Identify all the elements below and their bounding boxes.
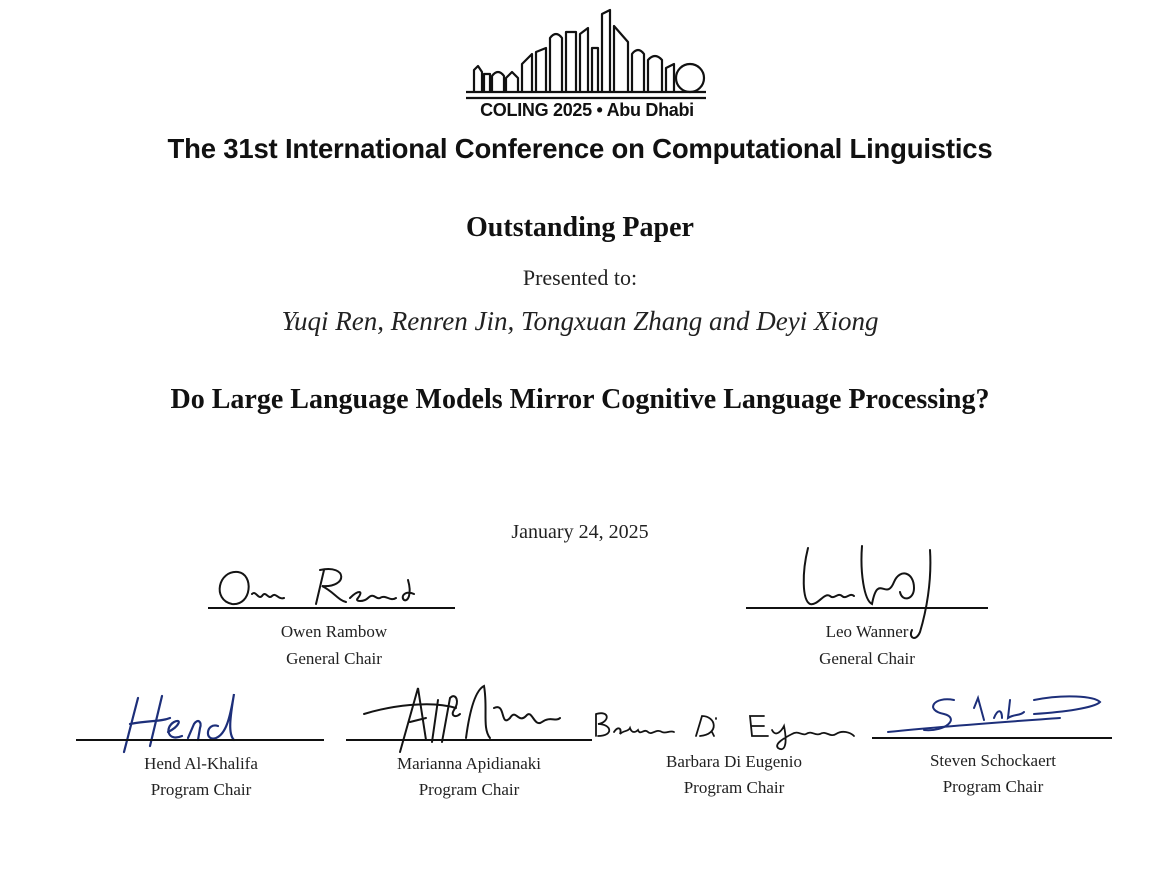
signature-line-marianna-apidianaki — [346, 739, 592, 741]
signatory-role: General Chair — [286, 649, 382, 668]
signatory-name: Barbara Di Eugenio — [666, 752, 802, 771]
award-title: Outstanding Paper — [466, 212, 694, 243]
signatory-role: Program Chair — [150, 780, 252, 799]
signatory-name: Marianna Apidianaki — [397, 754, 541, 773]
signatory-role: Program Chair — [418, 780, 520, 799]
signature-line-hend-al-khalifa — [76, 739, 324, 741]
signatory-role: General Chair — [819, 649, 915, 668]
presented-to-label: Presented to: — [522, 265, 638, 290]
signature-barbara-di-eugenio — [592, 706, 882, 752]
award-date: January 24, 2025 — [511, 521, 649, 543]
signatory-role: Program Chair — [942, 777, 1044, 796]
conference-title: The 31st International Conference on Computational Linguistics — [167, 133, 993, 164]
coling-skyline-logo — [462, 8, 712, 106]
signature-steven-schockaert — [884, 688, 1110, 748]
logo-caption: COLING 2025 • Abu Dhabi — [480, 100, 694, 120]
signature-line-owen-rambow — [208, 607, 455, 609]
signatory-name: Hend Al-Khalifa — [144, 754, 258, 773]
signatory-name: Owen Rambow — [280, 622, 388, 641]
signature-owen-rambow — [208, 560, 458, 610]
signature-line-leo-wanner — [746, 607, 988, 609]
signatory-name: Steven Schockaert — [929, 751, 1057, 770]
paper-title: Do Large Language Models Mirror Cognitive Language Processing? — [170, 384, 990, 415]
signature-marianna-apidianaki — [360, 678, 570, 758]
signature-hend-al-khalifa — [110, 688, 260, 758]
award-recipients: Yuqi Ren, Renren Jin, Tongxuan Zhang and Deyi Xiong — [281, 306, 879, 336]
signatory-role: Program Chair — [683, 778, 785, 797]
signatory-name: Leo Wanner — [825, 622, 909, 641]
signature-line-steven-schockaert — [872, 737, 1112, 739]
